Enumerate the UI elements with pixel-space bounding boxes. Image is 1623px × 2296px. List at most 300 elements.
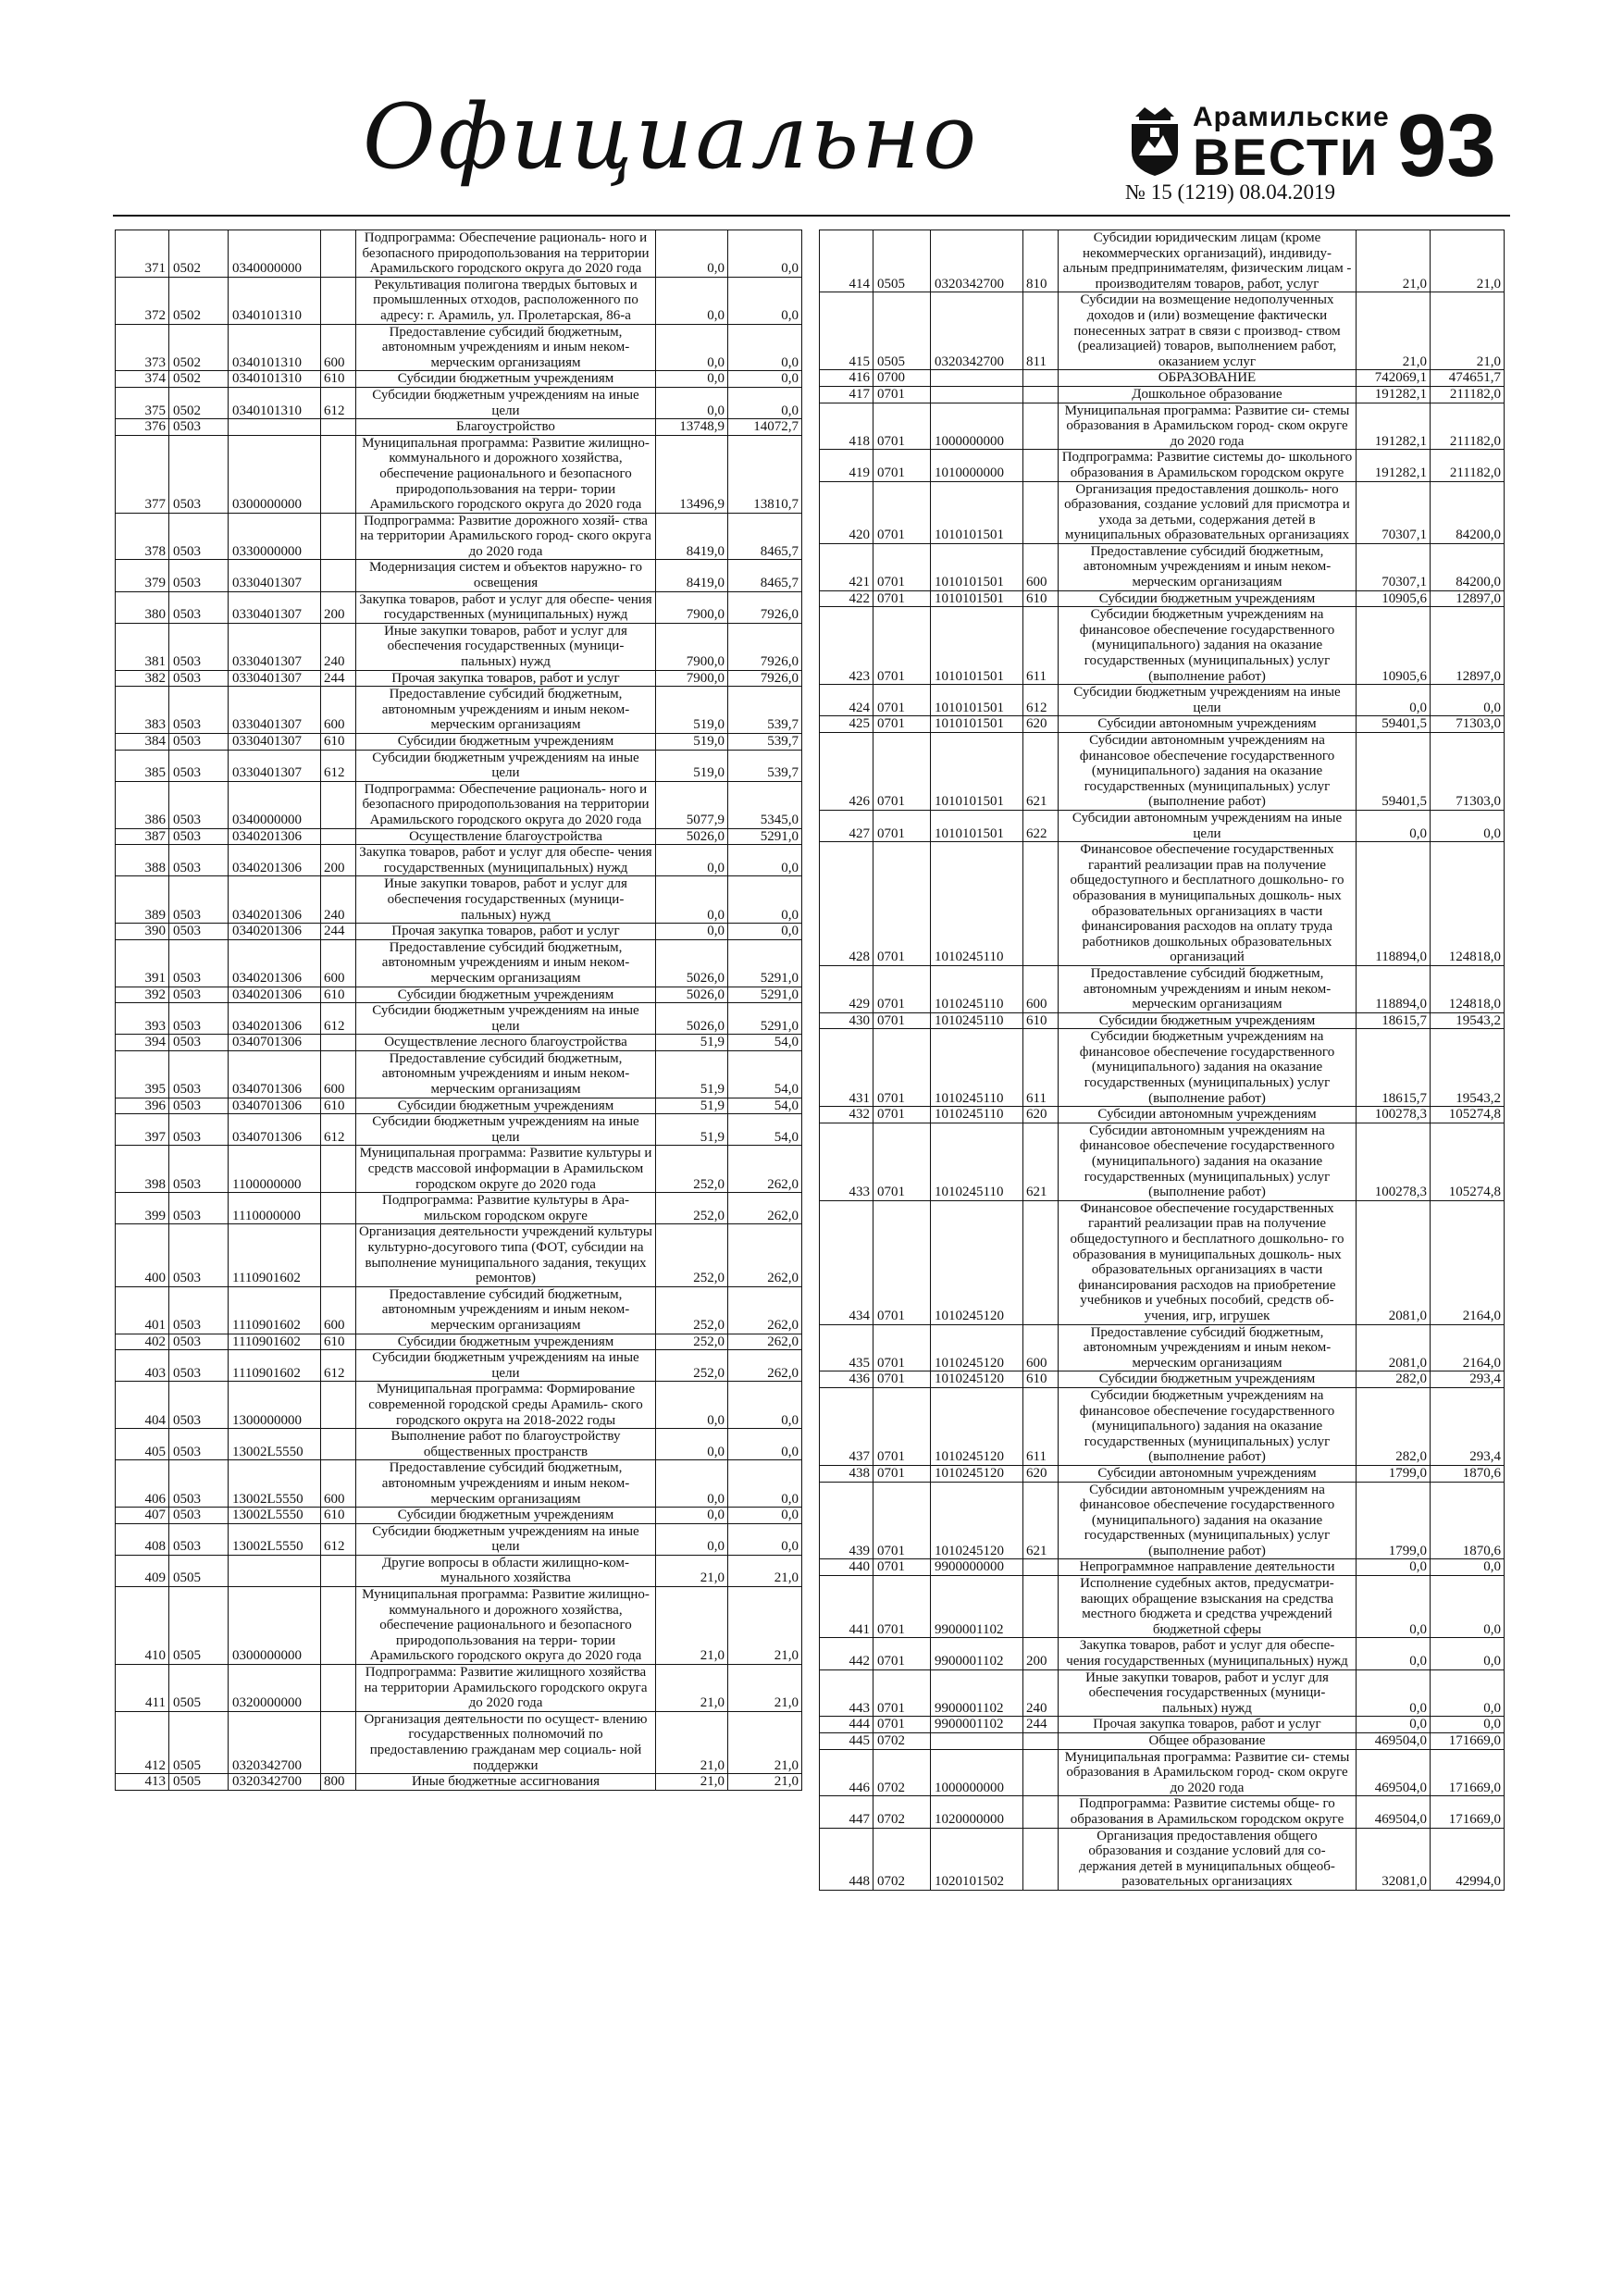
budget-2020: 70307,1 [1357, 481, 1431, 543]
item-description: Субсидии бюджетным учреждениям на иные цели [356, 1523, 656, 1555]
budget-2020: 519,0 [656, 750, 728, 781]
budget-2020: 0,0 [1357, 1669, 1431, 1717]
expense-type-code: 621 [1023, 1482, 1059, 1559]
table-row [820, 842, 1505, 966]
item-description: Осуществление благоустройства [356, 828, 656, 845]
table-row [116, 324, 802, 371]
expense-type-code: 610 [321, 987, 356, 1003]
row-number: 427 [820, 810, 873, 841]
target-article-code: 1010101501 [931, 810, 1023, 841]
section-code: 0503 [169, 1193, 229, 1224]
budget-2021: 14072,7 [728, 419, 802, 436]
row-number: 432 [820, 1107, 873, 1123]
row-number: 425 [820, 716, 873, 733]
budget-2020: 469504,0 [1357, 1733, 1431, 1750]
target-article-code: 1010101501 [931, 590, 1023, 607]
row-number: 381 [116, 623, 169, 670]
expense-type-code [1023, 1559, 1059, 1576]
table-row [116, 1286, 802, 1334]
budget-2021: 8465,7 [728, 513, 802, 560]
table-row [820, 965, 1505, 1012]
target-article-code: 0340701306 [229, 1050, 321, 1098]
left-table-body [116, 230, 802, 1791]
masthead [0, 0, 1623, 222]
target-article-code: 9900000000 [931, 1559, 1023, 1576]
target-article-code: 1110901602 [229, 1334, 321, 1350]
section-code: 0701 [873, 590, 931, 607]
expense-type-code: 610 [1023, 1371, 1059, 1388]
budget-2020: 0,0 [1357, 810, 1431, 841]
table-row [820, 733, 1505, 811]
target-article-code: 0340201306 [229, 987, 321, 1003]
item-description: Субсидии бюджетным учреждениям [1059, 1371, 1357, 1388]
budget-2021: 0,0 [728, 1460, 802, 1508]
budget-2021: 7926,0 [728, 591, 802, 623]
section-code: 0503 [169, 1523, 229, 1555]
budget-2021: 21,0 [728, 1665, 802, 1712]
budget-2021: 171669,0 [1431, 1733, 1505, 1750]
budget-2020: 0,0 [1357, 1717, 1431, 1733]
table-row [116, 1098, 802, 1114]
table-row [116, 230, 802, 278]
table-row [116, 513, 802, 560]
table-row [820, 1465, 1505, 1482]
target-article-code: 1010245120 [931, 1371, 1023, 1388]
budget-2020: 0,0 [656, 1429, 728, 1460]
budget-2020: 18615,7 [1357, 1029, 1431, 1107]
row-number: 415 [820, 292, 873, 370]
budget-2020: 8419,0 [656, 560, 728, 591]
expense-type-code: 811 [1023, 292, 1059, 370]
section-code: 0701 [873, 1371, 931, 1388]
target-article-code: 1010245120 [931, 1324, 1023, 1371]
expense-type-code: 612 [321, 750, 356, 781]
item-description: Субсидии бюджетным учреждениям [1059, 1012, 1357, 1029]
expense-type-code: 200 [321, 591, 356, 623]
section-code: 0505 [169, 1587, 229, 1665]
budget-2021: 2164,0 [1431, 1324, 1505, 1371]
section-code: 0503 [169, 1098, 229, 1114]
budget-2020: 519,0 [656, 687, 728, 734]
target-article-code: 0320342700 [931, 230, 1023, 292]
expense-type-code: 600 [1023, 543, 1059, 590]
section-code: 0505 [873, 230, 931, 292]
section-code: 0502 [169, 277, 229, 324]
section-code: 0503 [169, 1035, 229, 1051]
budget-2021: 13810,7 [728, 435, 802, 513]
expense-type-code [1023, 450, 1059, 481]
budget-2020: 59401,5 [1357, 733, 1431, 811]
section-code: 0701 [873, 386, 931, 403]
expense-type-code: 621 [1023, 733, 1059, 811]
target-article-code: 9900001102 [931, 1717, 1023, 1733]
budget-2021: 262,0 [728, 1146, 802, 1193]
item-description: Субсидии бюджетным учреждениям [356, 1334, 656, 1350]
budget-2021: 171669,0 [1431, 1749, 1505, 1796]
budget-2020: 0,0 [656, 845, 728, 876]
target-article-code: 0340101310 [229, 277, 321, 324]
budget-2020: 0,0 [656, 876, 728, 924]
table-row [116, 687, 802, 734]
section-code: 0702 [873, 1733, 931, 1750]
row-number: 389 [116, 876, 169, 924]
budget-2020: 0,0 [656, 277, 728, 324]
target-article-code: 0330000000 [229, 513, 321, 560]
target-article-code: 1010245110 [931, 842, 1023, 966]
table-row [116, 1146, 802, 1193]
item-description: Модернизация систем и объектов наружно- го освещения [356, 560, 656, 591]
target-article-code: 0320000000 [229, 1665, 321, 1712]
item-description: Иные закупки товаров, работ и услуг для обеспечения государственных (муници- пальных) нужд [356, 876, 656, 924]
item-description: Подпрограмма: Развитие культуры в Ара- мильском городском округе [356, 1193, 656, 1224]
item-description: Закупка товаров, работ и услуг для обеспе- чения государственных (муниципальных) нужд [356, 591, 656, 623]
budget-2020: 7900,0 [656, 623, 728, 670]
section-code: 0503 [169, 1050, 229, 1098]
expense-type-code [1023, 1576, 1059, 1638]
section-code: 0503 [169, 670, 229, 687]
table-row [820, 685, 1505, 716]
target-article-code: 0340701306 [229, 1114, 321, 1146]
row-number: 438 [820, 1465, 873, 1482]
budget-2021: 211182,0 [1431, 386, 1505, 403]
table-row [116, 1711, 802, 1773]
budget-2021: 105274,8 [1431, 1123, 1505, 1200]
item-description: Иные бюджетные ассигнования [356, 1774, 656, 1791]
budget-2021: 0,0 [1431, 810, 1505, 841]
expense-type-code: 610 [321, 1508, 356, 1524]
row-number: 431 [820, 1029, 873, 1107]
budget-2021: 0,0 [728, 1523, 802, 1555]
section-code: 0701 [873, 1576, 931, 1638]
expense-type-code: 810 [1023, 230, 1059, 292]
budget-2020: 2081,0 [1357, 1200, 1431, 1324]
row-number: 376 [116, 419, 169, 436]
item-description: Предоставление субсидий бюджетным, автономным учреждениям и иным неком- мерческим организациям [1059, 1324, 1357, 1371]
budget-2021: 21,0 [1431, 230, 1505, 292]
budget-2020: 1799,0 [1357, 1465, 1431, 1482]
row-number: 386 [116, 781, 169, 828]
expense-type-code: 611 [1023, 1029, 1059, 1107]
item-description: Субсидии автономным учреждениям [1059, 716, 1357, 733]
row-number: 383 [116, 687, 169, 734]
budget-2020: 5026,0 [656, 939, 728, 987]
target-article-code: 1110901602 [229, 1286, 321, 1334]
item-description: Закупка товаров, работ и услуг для обеспе- чения государственных (муниципальных) нужд [356, 845, 656, 876]
coat-of-arms-icon [1126, 104, 1183, 178]
row-number: 409 [116, 1555, 169, 1586]
expense-type-code: 600 [1023, 965, 1059, 1012]
item-description: Субсидии бюджетным учреждениям на иные цели [356, 1003, 656, 1035]
expense-type-code: 612 [1023, 685, 1059, 716]
budget-2020: 8419,0 [656, 513, 728, 560]
section-code: 0701 [873, 543, 931, 590]
item-description: Субсидии автономным учреждениям на финансовое обеспечение государственного (муниципального) задания на оказание государственных (муниципальных) услуг (выполнение работ) [1059, 1482, 1357, 1559]
item-description: Организация предоставления общего образования и создание условий для со- держания детей в муниципальных общеоб- разовательных организациях [1059, 1828, 1357, 1890]
target-article-code: 0340201306 [229, 828, 321, 845]
table-row [820, 1828, 1505, 1890]
expense-type-code [321, 1587, 356, 1665]
table-row [820, 543, 1505, 590]
table-row [820, 1107, 1505, 1123]
budget-2020: 252,0 [656, 1224, 728, 1286]
expense-type-code: 600 [321, 687, 356, 734]
item-description: Субсидии бюджетным учреждениям на иные цели [356, 387, 656, 418]
expense-type-code [321, 419, 356, 436]
budget-2020: 191282,1 [1357, 386, 1431, 403]
item-description: Субсидии бюджетным учреждениям на финансовое обеспечение государственного (муниципального) задания на оказание государственных (муниципальных) услуг (выполнение работ) [1059, 1387, 1357, 1465]
row-number: 407 [116, 1508, 169, 1524]
section-code: 0701 [873, 1324, 931, 1371]
row-number: 426 [820, 733, 873, 811]
section-code: 0702 [873, 1749, 931, 1796]
item-description: Предоставление субсидий бюджетным, автономным учреждениям и иным неком- мерческим организациям [1059, 543, 1357, 590]
budget-2020: 7900,0 [656, 591, 728, 623]
table-row [820, 1371, 1505, 1388]
section-code: 0503 [169, 1224, 229, 1286]
budget-2020: 10905,6 [1357, 607, 1431, 685]
expense-type-code: 622 [1023, 810, 1059, 841]
table-row [116, 987, 802, 1003]
row-number: 447 [820, 1796, 873, 1828]
table-row [116, 1050, 802, 1098]
table-row [820, 230, 1505, 292]
item-description: Подпрограмма: Обеспечение рациональ- ного и безопасного природопользования на территории Арамильского городского округа до 2020 года [356, 230, 656, 278]
item-description: Непрограммное направление деятельности [1059, 1559, 1357, 1576]
section-code: 0701 [873, 1638, 931, 1669]
budget-2020: 0,0 [656, 387, 728, 418]
target-article-code [931, 386, 1023, 403]
item-description: Субсидии бюджетным учреждениям на иные цели [356, 1114, 656, 1146]
item-description: Субсидии бюджетным учреждениям на иные цели [356, 1350, 656, 1382]
row-number: 435 [820, 1324, 873, 1371]
budget-2021: 262,0 [728, 1286, 802, 1334]
row-number: 434 [820, 1200, 873, 1324]
row-number: 441 [820, 1576, 873, 1638]
expense-type-code: 600 [321, 324, 356, 371]
item-description: Субсидии бюджетным учреждениям на иные цели [356, 750, 656, 781]
budget-2021: 293,4 [1431, 1371, 1505, 1388]
table-row [116, 924, 802, 940]
row-number: 408 [116, 1523, 169, 1555]
budget-2021: 539,7 [728, 750, 802, 781]
item-description: Предоставление субсидий бюджетным, автономным учреждениям и иным неком- мерческим организациям [356, 939, 656, 987]
target-article-code: 0320342700 [229, 1711, 321, 1773]
row-number: 377 [116, 435, 169, 513]
target-article-code: 1010101501 [931, 543, 1023, 590]
item-description: Подпрограмма: Развитие дорожного хозяй- ства на территории Арамильского город- ского округа до 2020 года [356, 513, 656, 560]
table-row [820, 607, 1505, 685]
table-row [116, 387, 802, 418]
table-row [116, 1587, 802, 1665]
table-row [820, 370, 1505, 387]
budget-2020: 0,0 [656, 371, 728, 388]
target-article-code: 1110901602 [229, 1224, 321, 1286]
budget-2020: 51,9 [656, 1098, 728, 1114]
table-row [116, 1523, 802, 1555]
section-code: 0503 [169, 513, 229, 560]
budget-2020: 10905,6 [1357, 590, 1431, 607]
section-code: 0701 [873, 965, 931, 1012]
row-number: 413 [116, 1774, 169, 1791]
row-number: 411 [116, 1665, 169, 1712]
section-code: 0701 [873, 1717, 931, 1733]
budget-2021: 19543,2 [1431, 1012, 1505, 1029]
target-article-code: 1010101501 [931, 481, 1023, 543]
target-article-code [229, 1555, 321, 1586]
item-description: ОБРАЗОВАНИЕ [1059, 370, 1357, 387]
row-number: 445 [820, 1733, 873, 1750]
target-article-code: 9900001102 [931, 1669, 1023, 1717]
table-row [820, 716, 1505, 733]
budget-2021: 7926,0 [728, 623, 802, 670]
item-description: Организация деятельности по осущест- влению государственных полномочий по предоставлению гражданам мер социаль- ной поддержки [356, 1711, 656, 1773]
row-number: 439 [820, 1482, 873, 1559]
table-row [116, 828, 802, 845]
section-code: 0503 [169, 687, 229, 734]
row-number: 412 [116, 1711, 169, 1773]
budget-2020: 13748,9 [656, 419, 728, 436]
target-article-code: 1010245110 [931, 965, 1023, 1012]
row-number: 423 [820, 607, 873, 685]
budget-2021: 5291,0 [728, 939, 802, 987]
budget-2020: 21,0 [656, 1555, 728, 1586]
expense-type-code [321, 1035, 356, 1051]
target-article-code: 1010101501 [931, 685, 1023, 716]
budget-2021: 124818,0 [1431, 842, 1505, 966]
row-number: 378 [116, 513, 169, 560]
row-number: 392 [116, 987, 169, 1003]
table-row [820, 810, 1505, 841]
row-number: 398 [116, 1146, 169, 1193]
target-article-code: 1010245120 [931, 1200, 1023, 1324]
expense-type-code [321, 1382, 356, 1429]
expense-type-code [1023, 1200, 1059, 1324]
budget-2020: 2081,0 [1357, 1324, 1431, 1371]
expense-type-code [1023, 1828, 1059, 1890]
item-description: Субсидии автономным учреждениям [1059, 1465, 1357, 1482]
section-code: 0700 [873, 370, 931, 387]
section-code: 0503 [169, 987, 229, 1003]
budget-2021: 21,0 [728, 1555, 802, 1586]
row-number: 420 [820, 481, 873, 543]
expense-type-code: 610 [321, 1098, 356, 1114]
budget-2020: 191282,1 [1357, 403, 1431, 450]
budget-2020: 59401,5 [1357, 716, 1431, 733]
budget-2021: 262,0 [728, 1334, 802, 1350]
table-row [116, 1555, 802, 1586]
section-code: 0503 [169, 781, 229, 828]
expense-type-code: 610 [321, 1334, 356, 1350]
budget-2020: 13496,9 [656, 435, 728, 513]
row-number: 390 [116, 924, 169, 940]
budget-2021: 21,0 [728, 1711, 802, 1773]
table-row [820, 1669, 1505, 1717]
section-code: 0502 [169, 230, 229, 278]
table-row [116, 1350, 802, 1382]
budget-2020: 5026,0 [656, 828, 728, 845]
row-number: 380 [116, 591, 169, 623]
section-code: 0701 [873, 607, 931, 685]
section-code: 0502 [169, 387, 229, 418]
target-article-code: 0340201306 [229, 1003, 321, 1035]
row-number: 405 [116, 1429, 169, 1460]
budget-2021: 0,0 [728, 845, 802, 876]
item-description: Предоставление субсидий бюджетным, автономным учреждениям и иным неком- мерческим организациям [1059, 965, 1357, 1012]
row-number: 442 [820, 1638, 873, 1669]
section-code: 0503 [169, 845, 229, 876]
table-row [820, 450, 1505, 481]
target-article-code: 1010101501 [931, 716, 1023, 733]
expense-type-code: 244 [321, 924, 356, 940]
table-row [116, 670, 802, 687]
budget-2021: 0,0 [1431, 685, 1505, 716]
item-description: Субсидии юридическим лицам (кроме некоммерческих организаций), индивиду- альным предпринимателям, физическим лицам - производителям товаров, работ, услуг [1059, 230, 1357, 292]
target-article-code: 0330401307 [229, 750, 321, 781]
budget-2020: 252,0 [656, 1286, 728, 1334]
budget-2020: 21,0 [656, 1774, 728, 1791]
budget-2020: 51,9 [656, 1035, 728, 1051]
expense-type-code: 600 [321, 1460, 356, 1508]
table-row [820, 1559, 1505, 1576]
expense-type-code: 240 [321, 623, 356, 670]
row-number: 391 [116, 939, 169, 987]
section-code: 0701 [873, 1123, 931, 1200]
item-description: Субсидии автономным учреждениям на финансовое обеспечение государственного (муниципального) задания на оказание государственных (муниципальных) услуг (выполнение работ) [1059, 733, 1357, 811]
item-description: Прочая закупка товаров, работ и услуг [1059, 1717, 1357, 1733]
budget-2020: 469504,0 [1357, 1796, 1431, 1828]
table-row [820, 1733, 1505, 1750]
header-divider [113, 215, 1510, 217]
budget-2021: 12897,0 [1431, 607, 1505, 685]
table-row [116, 419, 802, 436]
item-description: Муниципальная программа: Развитие си- стемы образования в Арамильском город- ском округе до 2020 года [1059, 1749, 1357, 1796]
item-description: Иные закупки товаров, работ и услуг для обеспечения государственных (муници- пальных) нужд [356, 623, 656, 670]
table-row [116, 939, 802, 987]
section-title: Официально [363, 85, 980, 189]
budget-2021: 7926,0 [728, 670, 802, 687]
table-row [116, 1429, 802, 1460]
target-article-code: 9900001102 [931, 1638, 1023, 1669]
row-number: 424 [820, 685, 873, 716]
expense-type-code [321, 1665, 356, 1712]
table-row [820, 1638, 1505, 1669]
item-description: Муниципальная программа: Развитие культуры и средств массовой информации в Арамильском городском округе до 2020 года [356, 1146, 656, 1193]
budget-2021: 0,0 [1431, 1669, 1505, 1717]
budget-2021: 539,7 [728, 687, 802, 734]
row-number: 428 [820, 842, 873, 966]
table-row [116, 781, 802, 828]
target-article-code: 1010245110 [931, 1012, 1023, 1029]
budget-2020: 21,0 [1357, 230, 1431, 292]
table-row [820, 1717, 1505, 1733]
row-number: 444 [820, 1717, 873, 1733]
table-row [116, 435, 802, 513]
row-number: 416 [820, 370, 873, 387]
section-code: 0503 [169, 1460, 229, 1508]
section-code: 0503 [169, 419, 229, 436]
target-article-code: 13002L5550 [229, 1429, 321, 1460]
expense-type-code: 600 [321, 1286, 356, 1334]
target-article-code: 0330401307 [229, 560, 321, 591]
item-description: Муниципальная программа: Развитие си- стемы образования в Арамильском город- ском округе до 2020 года [1059, 403, 1357, 450]
item-description: Иные закупки товаров, работ и услуг для обеспечения государственных (муници- пальных) нужд [1059, 1669, 1357, 1717]
target-article-code: 1100000000 [229, 1146, 321, 1193]
table-row [116, 277, 802, 324]
section-code: 0503 [169, 1286, 229, 1334]
expense-type-code [1023, 403, 1059, 450]
row-number: 375 [116, 387, 169, 418]
expense-type-code [321, 560, 356, 591]
